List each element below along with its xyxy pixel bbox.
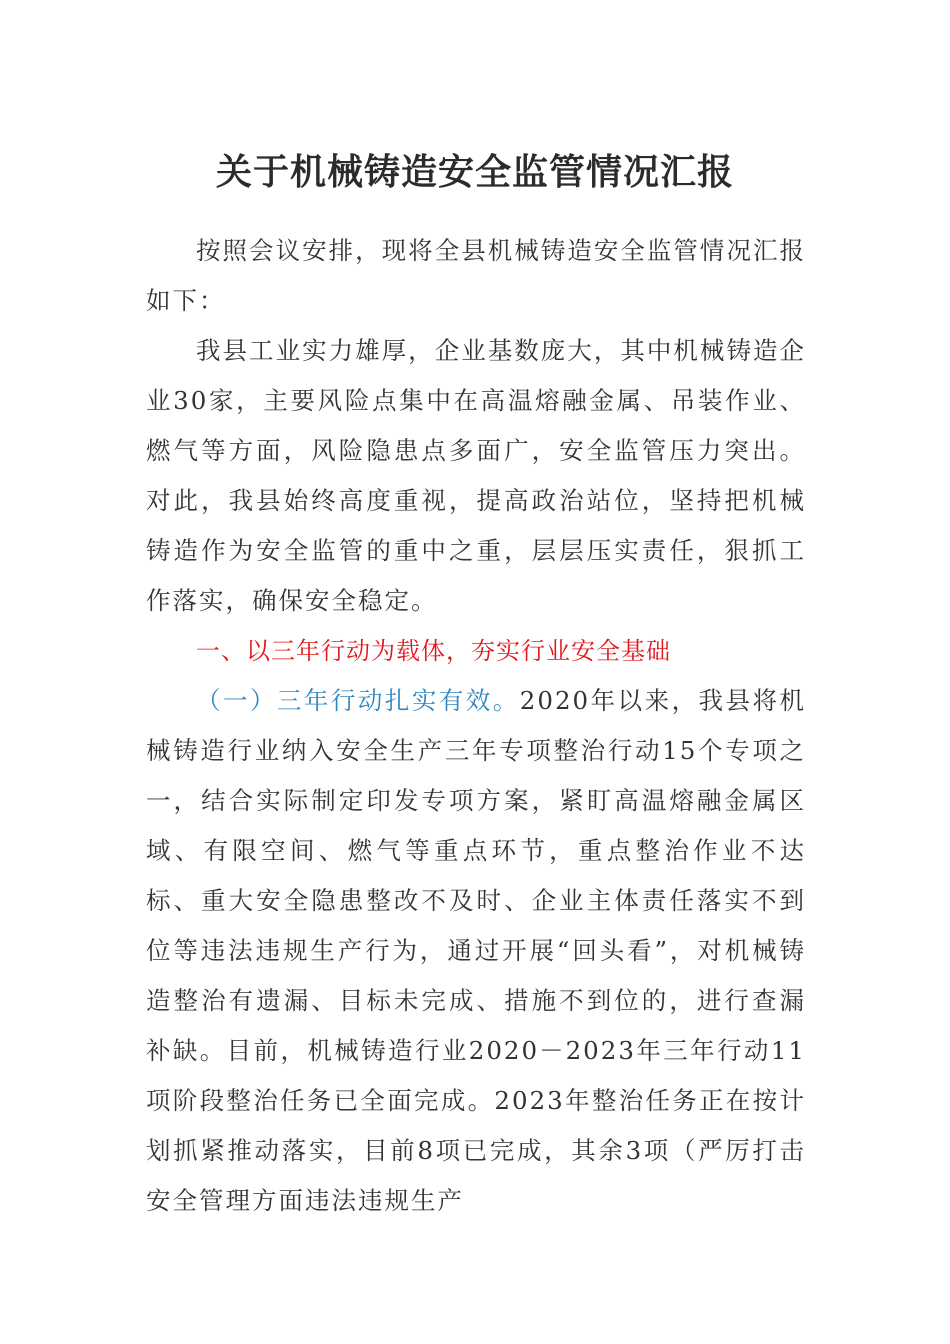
subsection-text: 2020年以来，我县将机械铸造行业纳入安全生产三年专项整治行动15个专项之一，结合实际制定印发专项方案，紧盯高温熔融金属区域、有限空间、燃气等重点环节，重点整治作业不达标、重大安全隐患整改不及时、企业主体责任落实不到位等违法违规生产行为，通过开展“回头看”，对机械铸造整治有遗漏、目标未完成、措施不到位的，进行查漏补缺。目前，机械铸造行业2020－2023年三年行动11项阶段整治任务已全面完成。2023年整治任务正在按计划抓紧推动落实，目前8项已完成，其余3项（严厉打击安全管理方面违法违规生产 <box>146 686 807 1215</box>
overview-paragraph: 我县工业实力雄厚，企业基数庞大，其中机械铸造企业30家，主要风险点集中在高温熔融金属、吊装作业、燃气等方面，风险隐患点多面广，安全监管压力突出。对此，我县始终高度重视，提高政治站位，坚持把机械铸造作为安全监管的重中之重，层层压实责任，狠抓工作落实，确保安全稳定。 <box>146 336 806 615</box>
document-body <box>146 226 806 1226</box>
subsection-heading: （一）三年行动扎实有效。 <box>196 686 520 715</box>
subsection-paragraph <box>146 676 806 1226</box>
section-heading: 一、以三年行动为载体，夯实行业安全基础 <box>196 637 671 665</box>
intro-paragraph: 按照会议安排，现将全县机械铸造安全监管情况汇报如下： <box>146 236 806 315</box>
document-title: 关于机械铸造安全监管情况汇报 <box>215 151 734 193</box>
